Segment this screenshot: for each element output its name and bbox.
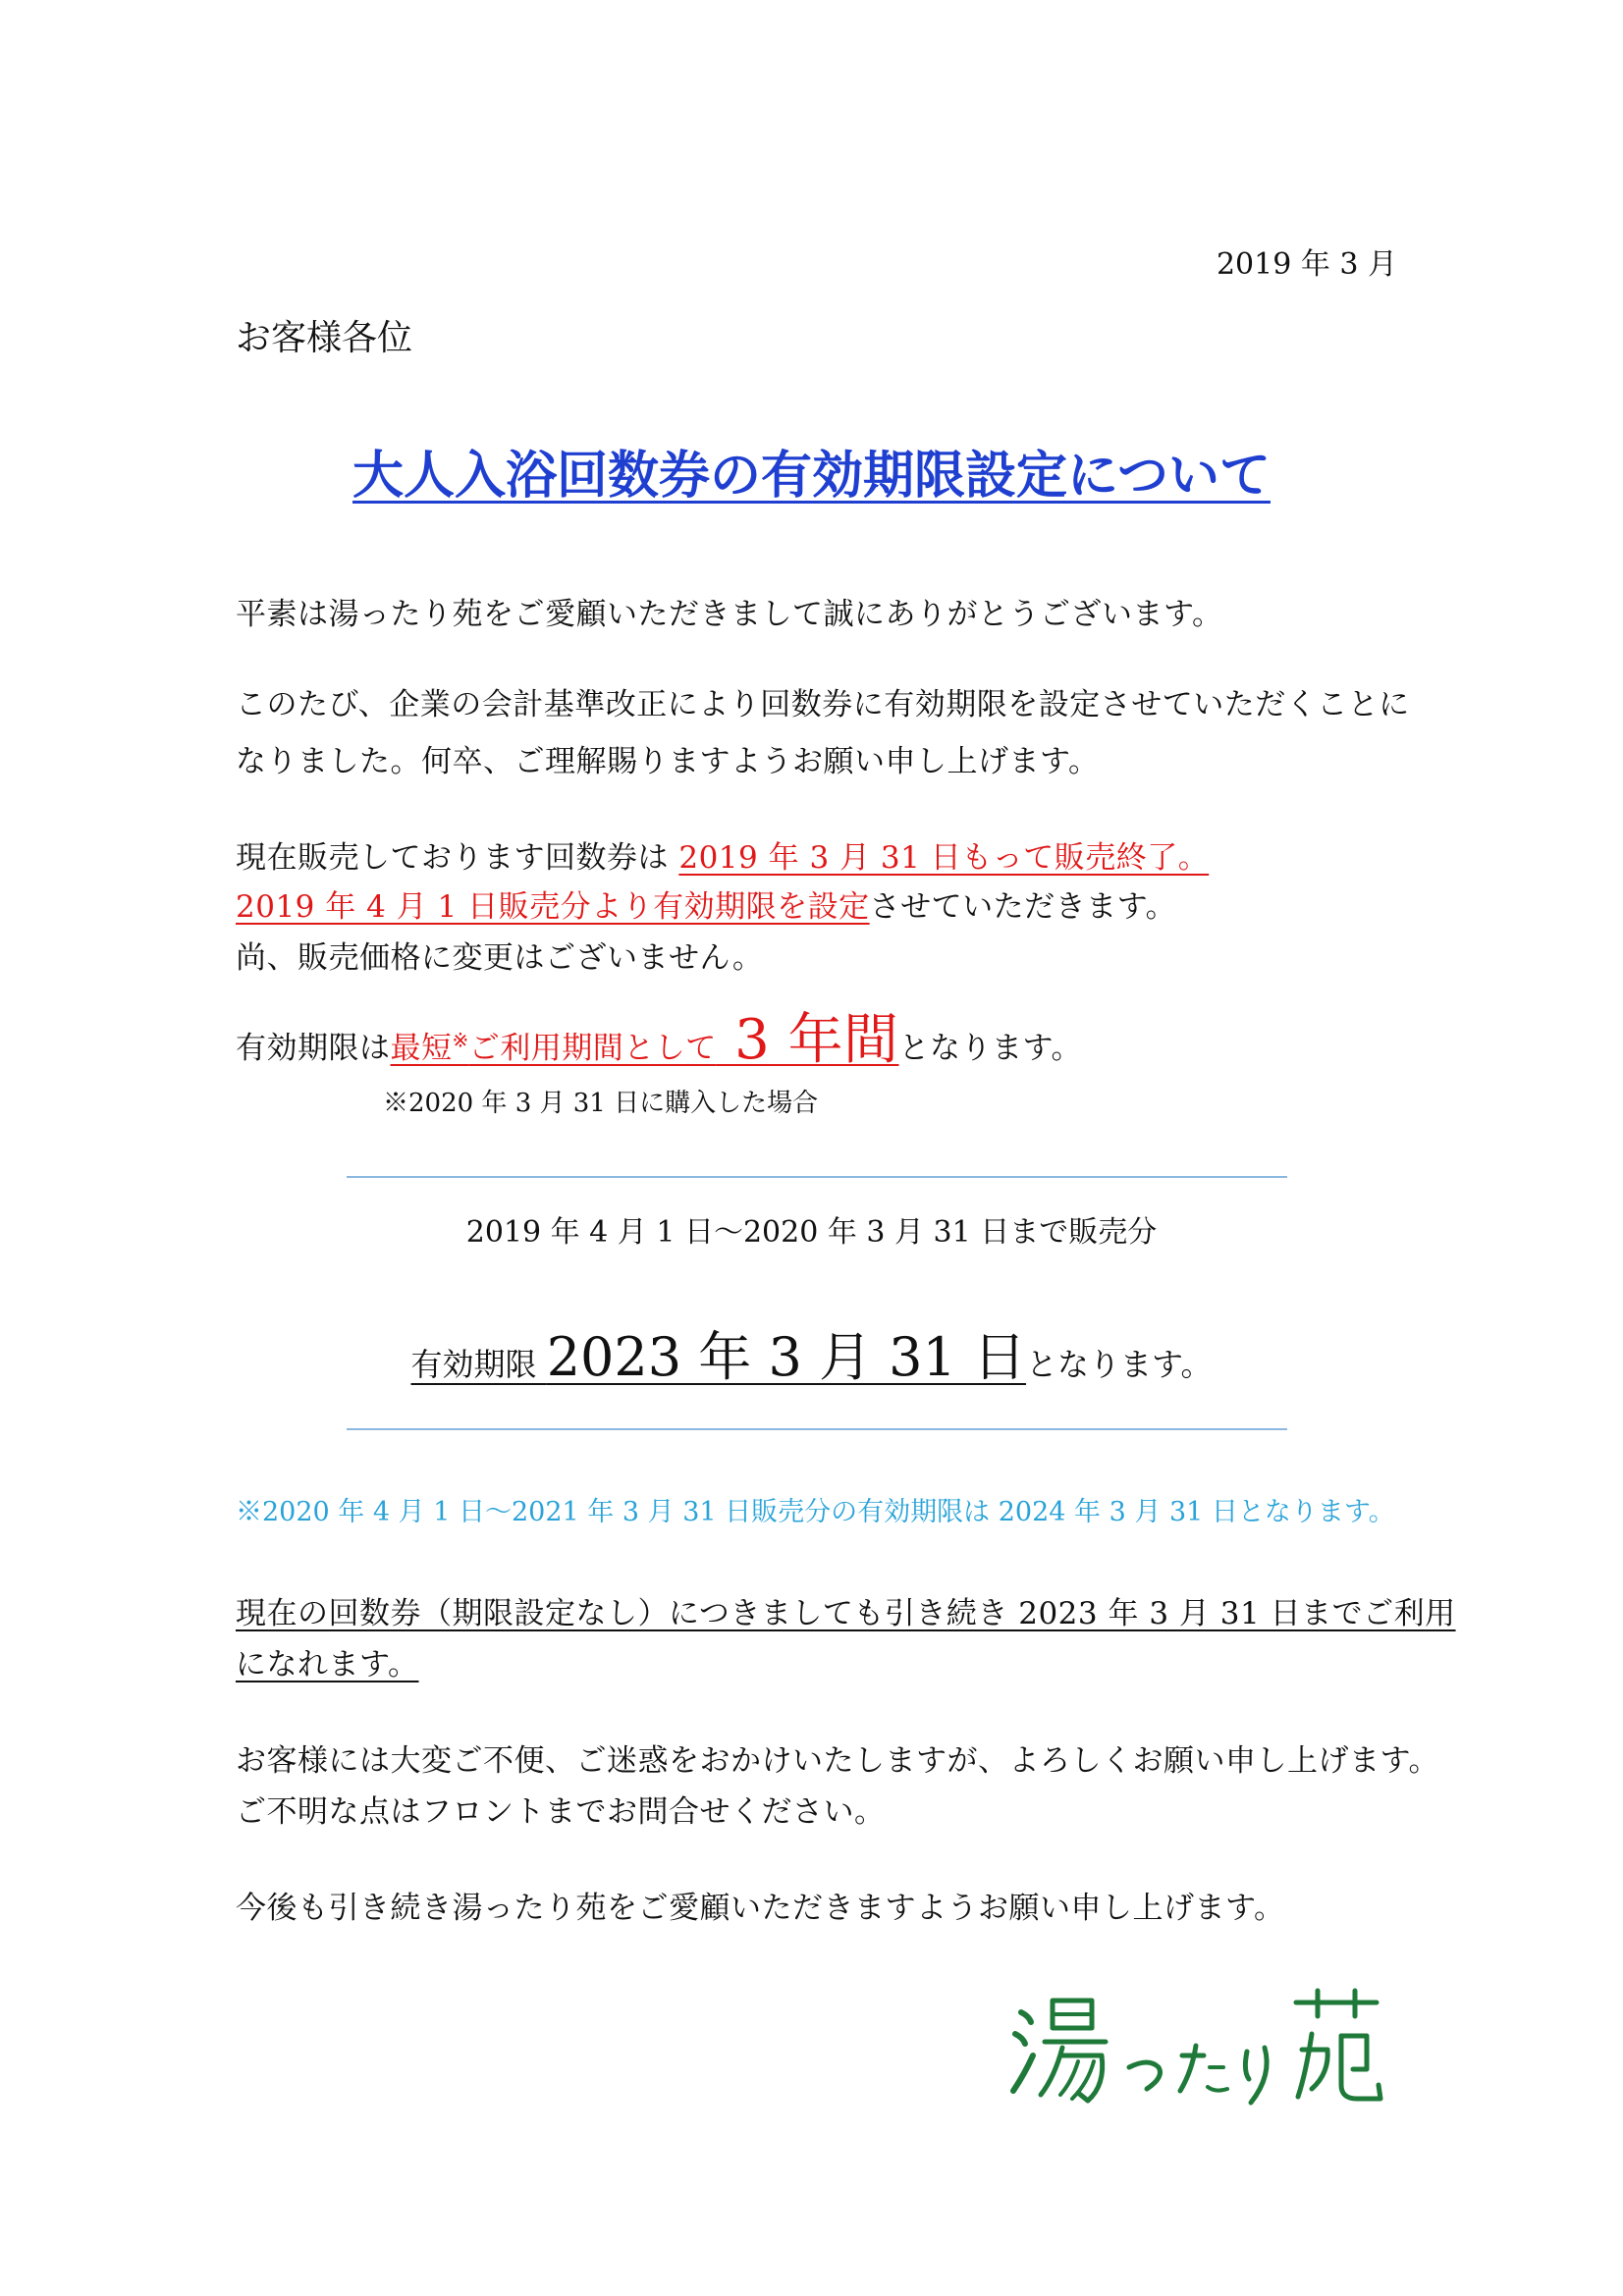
yuttari-en-logo [1001, 1973, 1394, 2130]
current-ticket-line-2: になれます。 [236, 1647, 419, 1682]
current-ticket-line-1: 現在の回数券（期限設定なし）につきましても引き続き 2023 年 3 月 31 日までご利用 [236, 1596, 1456, 1631]
divider-top [347, 1176, 1287, 1178]
apology-line-2: ご不明な点はフロントまでお問合せください。 [236, 1794, 886, 1830]
validity-suffix: となります。 [898, 1031, 1083, 1066]
sale-end-prefix: 現在販売しております回数券は [236, 840, 679, 876]
apology-line-1: お客様には大変ご不便、ご迷惑をおかけいたしますが、よろしくお願い申し上げます。 [236, 1743, 1440, 1779]
notice-paragraph-line-1: このたび、企業の会計基準改正により回数券に有効期限を設定させていただくことに [236, 687, 1410, 722]
expiry-prefix: 有効期限 [410, 1346, 547, 1383]
expiry-start-suffix: させていただきます。 [869, 889, 1177, 925]
validity-asterisk: ※ [452, 1028, 469, 1052]
expiry-highlight [410, 1326, 1027, 1388]
validity-footnote: ※2020 年 3 月 31 日に購入した場合 [383, 1089, 819, 1118]
price-unchanged-line: 尚、販売価格に変更はございません。 [236, 940, 764, 976]
expiry-line [0, 1315, 1623, 1391]
next-year-note: ※2020 年 4 月 1 日～2021 年 3 月 31 日販売分の有効期限は 2024 年 3 月 31 日となります。 [236, 1497, 1395, 1527]
validity-years: 3 年間 [716, 1008, 899, 1072]
document-title: 大人入浴回数券の有効期限設定について [352, 447, 1271, 506]
sale-end-line [236, 832, 1209, 877]
sale-end-date: 2019 年 3 月 31 日もって販売終了。 [678, 840, 1210, 876]
sale-period: 2019 年 4 月 1 日～2020 年 3 月 31 日まで販売分 [465, 1215, 1158, 1250]
greeting-paragraph: 平素は湯ったり苑をご愛顧いただきまして誠にありがとうございます。 [236, 597, 1223, 632]
validity-prefix: 有効期限は [236, 1031, 391, 1066]
divider-bottom [347, 1428, 1287, 1430]
validity-line [236, 996, 1082, 1075]
expiry-start-line [236, 881, 1176, 926]
document-date: 2019 年 3 月 [1216, 247, 1397, 282]
notice-paragraph-line-2: なりました。何卒、ご理解賜りますようお願い申し上げます。 [236, 744, 1100, 779]
validity-min: 最短 [390, 1031, 453, 1066]
expiry-date: 2023 年 3 月 31 日 [546, 1326, 1027, 1388]
expiry-suffix: となります。 [1026, 1346, 1213, 1383]
salutation: お客様各位 [236, 318, 413, 358]
expiry-start-date: 2019 年 4 月 1 日販売分より有効期限を設定 [236, 889, 870, 925]
closing-line: 今後も引き続き湯ったり苑をご愛顧いただきますようお願い申し上げます。 [236, 1891, 1285, 1926]
validity-highlight [390, 1008, 899, 1072]
validity-period-label: ご利用期間として [468, 1031, 717, 1066]
